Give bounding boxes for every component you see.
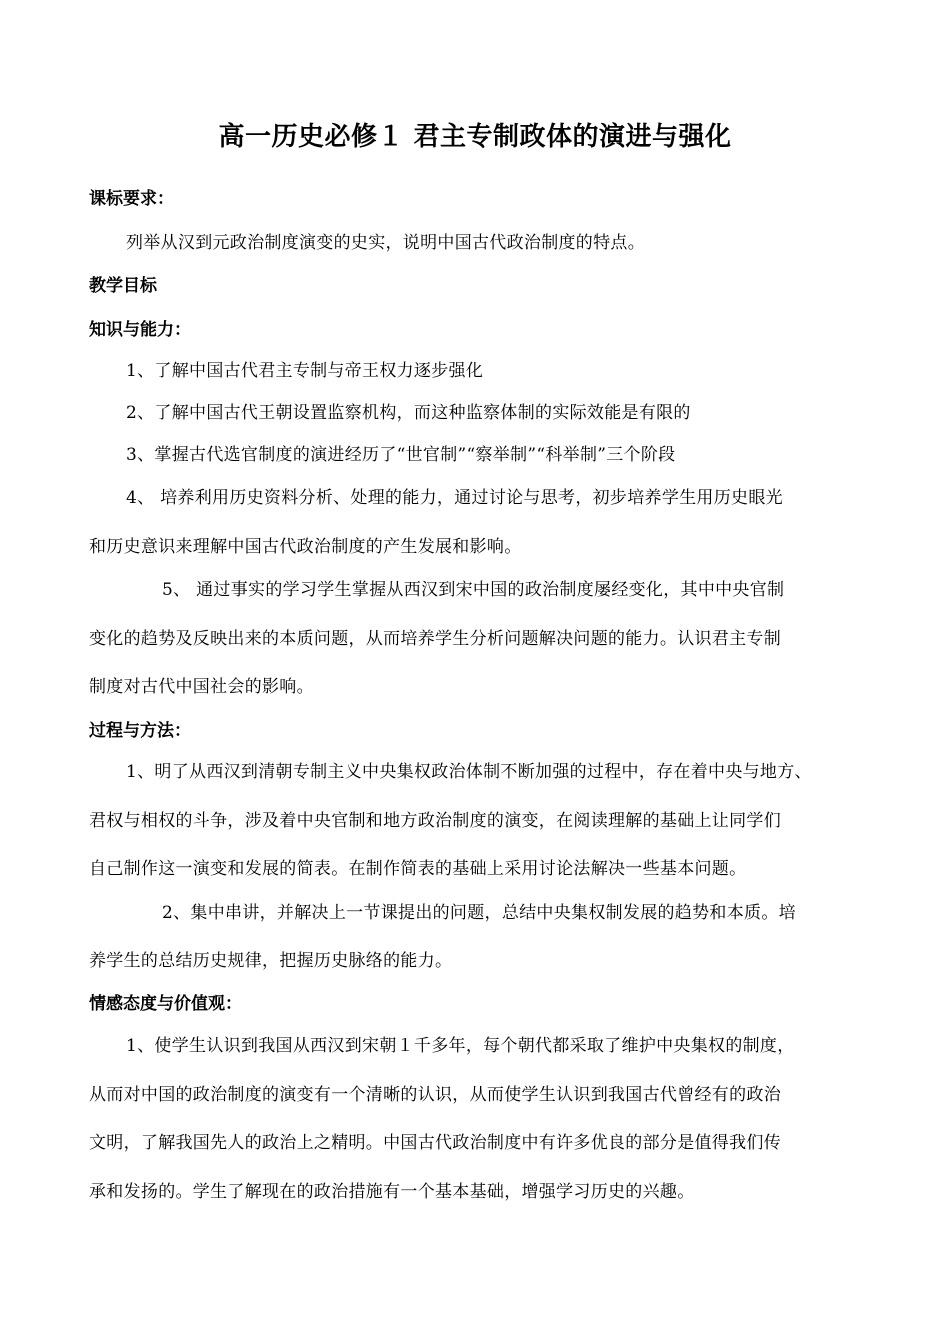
standards-heading: 课标要求： bbox=[89, 189, 174, 209]
knowledge-item-5-line-1: 5、 通过事实的学习学生掌握从西汉到宋中国的政治制度屡经变化，其中中央官制 bbox=[162, 580, 785, 600]
values-item-1-line-1: 1、使学生认识到我国从西汉到宋朝１千多年，每个朝代都采取了维护中央集权的制度， bbox=[126, 1036, 795, 1056]
values-item-1-line-2: 从而对中国的政治制度的演变有一个清晰的认识，从而使学生认识到我国古代曾经有的政治 bbox=[89, 1085, 781, 1105]
values-item-1-line-3: 文明，了解我国先人的政治上之精明。中国古代政治制度中有许多优良的部分是值得我们传 bbox=[89, 1133, 781, 1153]
knowledge-item-5-line-2: 变化的趋势及反映出来的本质问题，从而培养学生分析问题解决问题的能力。认识君主专制 bbox=[89, 629, 781, 649]
knowledge-item-5-line-3: 制度对古代中国社会的影响。 bbox=[89, 677, 314, 697]
knowledge-heading: 知识与能力： bbox=[89, 320, 191, 340]
values-item-1-line-4: 承和发扬的。学生了解现在的政治措施有一个基本基础，增强学习历史的兴趣。 bbox=[89, 1182, 695, 1202]
knowledge-item-4-line-1: 4、 培养利用历史资料分析、处理的能力，通过讨论与思考，初步培养学生用历史眼光 bbox=[126, 488, 783, 508]
process-item-2-line-2: 养学生的总结历史规律，把握历史脉络的能力。 bbox=[89, 951, 453, 971]
knowledge-item-1: 1、了解中国古代君主专制与帝王权力逐步强化 bbox=[126, 361, 484, 381]
knowledge-item-3: 3、掌握古代选官制度的演进经历了“世官制”“察举制”“科举制”三个阶段 bbox=[126, 445, 676, 465]
knowledge-item-4-line-2: 和历史意识来理解中国古代政治制度的产生发展和影响。 bbox=[89, 537, 522, 557]
process-item-2-line-1: 2、集中串讲，并解决上一节课提出的问题，总结中央集权制发展的趋势和本质。培 bbox=[162, 903, 796, 923]
document-title: 高一历史必修１ 君主专制政体的演进与强化 bbox=[218, 122, 732, 152]
knowledge-item-2: 2、了解中国古代王朝设置监察机构，而这种监察体制的实际效能是有限的 bbox=[126, 403, 691, 423]
values-heading: 情感态度与价值观： bbox=[89, 994, 242, 1014]
process-heading: 过程与方法： bbox=[89, 721, 191, 741]
standards-text: 列举从汉到元政治制度演变的史实，说明中国古代政治制度的特点。 bbox=[126, 233, 645, 253]
process-item-1-line-3: 自己制作这一演变和发展的简表。在制作简表的基础上采用讨论法解决一些基本问题。 bbox=[89, 859, 747, 879]
process-item-1-line-2: 君权与相权的斗争，涉及着中央官制和地方政治制度的演变，在阅读理解的基础上让同学们 bbox=[89, 811, 781, 831]
process-item-1-line-1: 1、明了从西汉到清朝专制主义中央集权政治体制不断加强的过程中，存在着中央与地方、 bbox=[126, 762, 812, 782]
goals-heading: 教学目标 bbox=[89, 276, 157, 296]
